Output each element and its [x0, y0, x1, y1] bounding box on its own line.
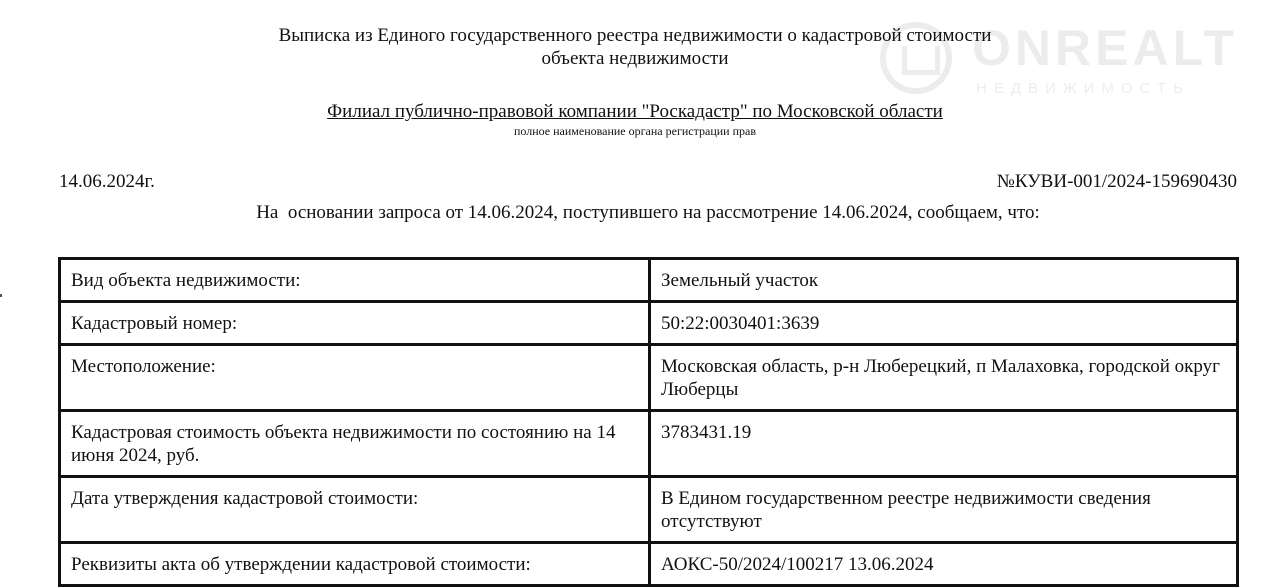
watermark-subtitle: НЕДВИЖИМОСТЬ: [976, 80, 1190, 97]
row-label: Реквизиты акта об утверждении кадастровой стоимости:: [60, 543, 650, 586]
table-row: [60, 543, 1238, 586]
organization-name: [0, 100, 1270, 123]
table-row: [60, 411, 1238, 477]
table-row: [60, 259, 1238, 302]
row-label: Кадастровая стоимость объекта недвижимости по состоянию на 14 июня 2024, руб.: [60, 411, 650, 477]
row-value: Московская область, р-н Люберецкий, п Малаховка, городской округ Люберцы: [650, 345, 1238, 411]
table-row: [60, 477, 1238, 543]
row-label: Кадастровый номер:: [60, 302, 650, 345]
document-title-line-1: Выписка из Единого государственного реестра недвижимости о кадастровой стоимости: [278, 25, 992, 46]
document-title: [0, 24, 1270, 70]
document-date: 14.06.2024г.: [59, 171, 155, 192]
table-row: [60, 302, 1238, 345]
row-label: Дата утверждения кадастровой стоимости:: [60, 477, 650, 543]
watermark-brand: ONREALT: [972, 20, 1238, 76]
document-title-line-2: объекта недвижимости: [541, 48, 729, 69]
row-value: 3783431.19: [650, 411, 1238, 477]
row-value: В Едином государственном реестре недвижимости сведения отсутствуют: [650, 477, 1238, 543]
row-label: Местоположение:: [60, 345, 650, 411]
row-value: АОКС-50/2024/100217 13.06.2024: [650, 543, 1238, 586]
organization-name-text: Филиал публично-правовой компании "Роскадастр" по Московской области: [327, 101, 943, 122]
row-label: Вид объекта недвижимости:: [60, 259, 650, 302]
table-row: [60, 345, 1238, 411]
document-number: №КУВИ-001/2024-159690430: [996, 171, 1237, 192]
row-value: Земельный участок: [650, 259, 1238, 302]
cadastral-info-table: [58, 257, 1239, 587]
intro-text: На основании запроса от 14.06.2024, поступившего на рассмотрение 14.06.2024, сообщаем, что:: [256, 202, 1040, 223]
organization-caption: полное наименование органа регистрации прав: [513, 124, 757, 138]
row-value: 50:22:0030401:3639: [650, 302, 1238, 345]
edge-mark: [0, 294, 2, 297]
